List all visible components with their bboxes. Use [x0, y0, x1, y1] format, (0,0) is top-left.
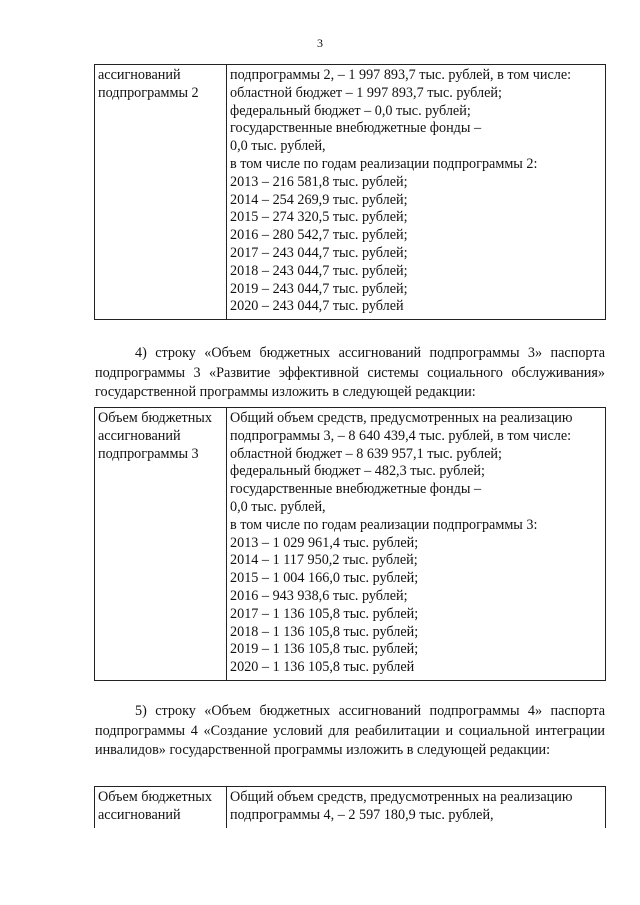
value-line: федеральный бюджет – 0,0 тыс. рублей; [230, 102, 471, 119]
value-line: 0,0 тыс. рублей, [230, 138, 326, 155]
value-line: подпрограммы 4, – 2 597 180,9 тыс. рублей, [230, 806, 494, 823]
value-line: 2020 – 243 044,7 тыс. рублей [230, 298, 404, 315]
value-line: подпрограммы 2, – 1 997 893,7 тыс. рублей, в том числе: [230, 67, 572, 83]
value-line: 2018 – 243 044,7 тыс. рублей; [230, 262, 408, 279]
value-line: 2017 – 1 136 105,8 тыс. рублей; [230, 605, 419, 622]
value-line: Общий объем средств, предусмотренных на реализацию [230, 410, 573, 426]
value-line: 2016 – 943 938,6 тыс. рублей; [230, 587, 408, 604]
value-line: 2015 – 274 320,5 тыс. рублей; [230, 209, 408, 226]
value-line: в том числе по годам реализации подпрограммы 2: [230, 155, 538, 172]
value-line: 2016 – 280 542,7 тыс. рублей; [230, 227, 408, 244]
table-row [95, 408, 606, 681]
value-line: 2018 – 1 136 105,8 тыс. рублей; [230, 623, 419, 640]
row-label-line: подпрограммы 3 [98, 445, 199, 462]
value-line: 2013 – 1 029 961,4 тыс. рублей; [230, 534, 419, 551]
value-line: в том числе по годам реализации подпрограммы 3: [230, 516, 538, 533]
value-line: 2014 – 254 269,9 тыс. рублей; [230, 191, 408, 208]
value-line: 2017 – 243 044,7 тыс. рублей; [230, 244, 408, 261]
value-line: областной бюджет – 1 997 893,7 тыс. рублей; [230, 84, 502, 101]
row-label-line: Объем бюджетных [98, 410, 212, 426]
row-label-cell [95, 787, 227, 828]
value-line: Общий объем средств, предусмотренных на реализацию [230, 789, 573, 805]
value-line: федеральный бюджет – 482,3 тыс. рублей; [230, 463, 485, 480]
value-line: государственные внебюджетные фонды – [230, 120, 482, 137]
passport-table-subprogram-4 [94, 786, 606, 828]
row-label-cell [95, 65, 227, 320]
amendment-paragraph-5: 5) строку «Объем бюджетных ассигнований подпрограммы 4» паспорта подпрограммы 4 «Создание условий для реабилитации и социальной интеграции инвалидов» государственной программы изложить в следующей редакции: [95, 703, 605, 759]
value-line: 0,0 тыс. рублей, [230, 498, 326, 515]
page-number: 3 [317, 36, 323, 50]
value-line: 2019 – 243 044,7 тыс. рублей; [230, 280, 408, 297]
value-line: 2019 – 1 136 105,8 тыс. рублей; [230, 641, 419, 658]
value-line: 2013 – 216 581,8 тыс. рублей; [230, 173, 408, 190]
passport-table-subprogram-2 [94, 64, 606, 320]
value-line: 2020 – 1 136 105,8 тыс. рублей [230, 659, 415, 676]
passport-table-subprogram-3 [94, 407, 606, 681]
table-row [95, 787, 606, 828]
row-value-cell [227, 65, 606, 320]
amendment-paragraph-4: 4) строку «Объем бюджетных ассигнований подпрограммы 3» паспорта подпрограммы 3 «Развитие эффективной системы социального обслуживания» государственной программы изложить в следующей редакции: [95, 345, 605, 401]
value-line: государственные внебюджетные фонды – [230, 481, 482, 498]
row-label-cell [95, 408, 227, 681]
value-line: 2014 – 1 117 950,2 тыс. рублей; [230, 552, 418, 569]
value-line: подпрограммы 3, – 8 640 439,4 тыс. рублей, в том числе: [230, 427, 572, 444]
value-line: 2015 – 1 004 166,0 тыс. рублей; [230, 570, 419, 587]
value-line: областной бюджет – 8 639 957,1 тыс. рублей; [230, 445, 502, 462]
row-label-line: Объем бюджетных [98, 789, 212, 805]
row-value-cell [227, 408, 606, 681]
row-value-cell [227, 787, 606, 828]
row-label-line: ассигнований [98, 67, 181, 83]
table-row [95, 65, 606, 320]
row-label-line: ассигнований [98, 806, 181, 823]
row-label-line: ассигнований [98, 427, 181, 444]
row-label-line: подпрограммы 2 [98, 84, 199, 101]
